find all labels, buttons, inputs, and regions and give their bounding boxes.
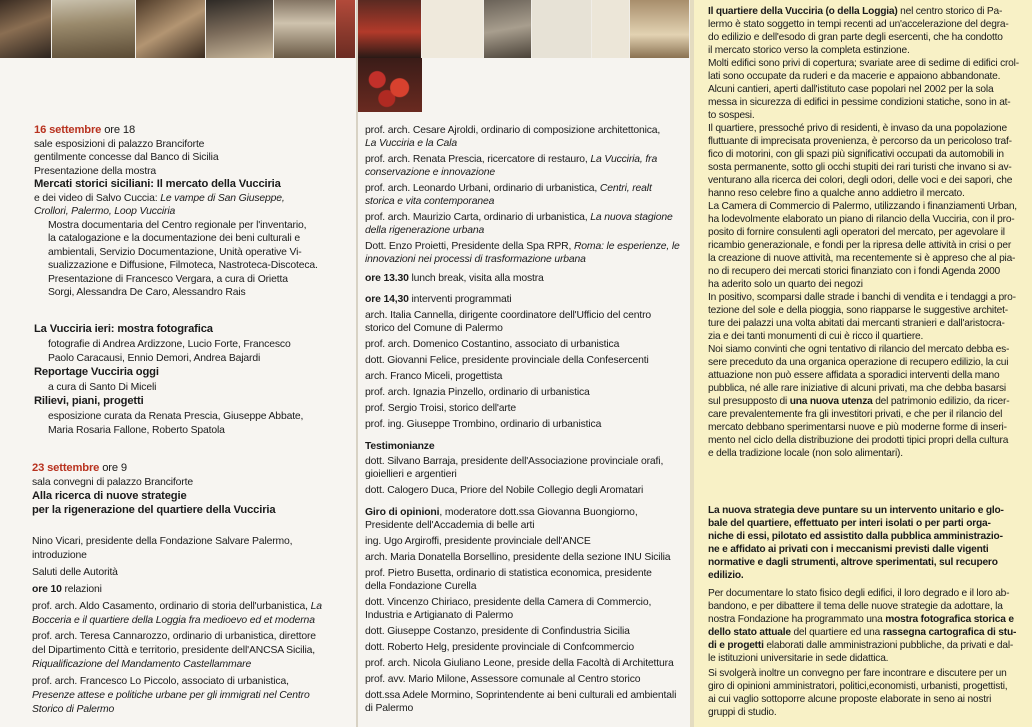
text-line: dott. Silvano Barraja, presidente dell'Associazione provinciale orafi, — [365, 456, 664, 467]
text-line: prof. avv. Mario Milone, Assessore comunale al Centro storico — [365, 674, 641, 685]
text-line: a cura di Santo Di Miceli — [48, 382, 157, 393]
text-line: Presentazione di Francesco Vergara, a cura di Orietta — [48, 274, 288, 285]
text-line: prof. ing. Giuseppe Trombino, ordinario di urbanistica — [365, 419, 602, 430]
text-line: Presentazione della mostra — [34, 166, 157, 177]
photo-fruit-stall — [358, 0, 422, 58]
text-line: Bocceria e il quartiere della Loggia fra medioevo ed et moderna — [32, 615, 315, 626]
text-line: La Camera di Commercio di Palermo, utilizzando i finanziamenti Urban, — [708, 201, 1017, 212]
text-line: prof. arch. Francesco Lo Piccolo, associato di urbanistica, — [32, 676, 289, 687]
text-line: prof. arch. Renata Prescia, ricercatore di restauro, La Vucciria, fra — [365, 154, 658, 165]
photo-strip-middle — [358, 0, 690, 58]
exhibition-title: Mercati storici siciliani: Il mercato della Vucciria — [34, 178, 281, 190]
text-line: Riqualificazione del Mandamento Castellammare — [32, 659, 252, 670]
text-line: prof. arch. Cesare Ajroldi, ordinario di composizione architettonica, — [365, 125, 661, 136]
strategy-text: normative e dagli strumenti, altrove sperimentati, sul recupero — [708, 557, 998, 568]
photo-building — [484, 0, 532, 58]
photo-strip-left — [0, 0, 356, 58]
text-line: pubblica, né alle rare iniziative di alcuni privati, ma che debba basarsi — [708, 383, 1006, 394]
drawing-arch — [422, 0, 484, 58]
text-line: innovazioni nei processi di trasformazione urbana — [365, 254, 586, 265]
photo-tomatoes — [358, 58, 422, 112]
text-line: e dei video di Salvo Cuccia: Le vampe di San Giuseppe, — [34, 193, 285, 204]
photo-street — [52, 0, 136, 58]
text-line: ha lodevolmente elaborato un piano di rilancio della Vucciria, con il pro- — [708, 214, 1015, 225]
photo-stall — [336, 0, 356, 58]
text-line: dott. Calogero Duca, Priore del Nobile Collegio degli Aromatari — [365, 485, 644, 496]
text-line: sul presupposto di una nuova utenza del patrimonio edilizio, da ricer- — [708, 396, 1010, 407]
text-line: fotografie di Andrea Ardizzone, Lucio Forte, Francesco — [48, 339, 291, 350]
text-line: di Palermo — [365, 703, 414, 714]
photo-market — [206, 0, 274, 58]
text-line: di e progetti elaborati dalle amministrazioni pubbliche, da privati e dal- — [708, 640, 1014, 651]
session-time: ore 14,30 interventi programmati — [365, 294, 512, 305]
text-line: conservazione e innovazione — [365, 167, 495, 178]
strategy-text: La nuova strategia deve puntare su un intervento unitario e glo- — [708, 505, 1004, 516]
text-line: nostra Fondazione ha programmato una mostra fotografica storica e — [708, 614, 1014, 625]
text-line: Presenze attese e politiche urbane per gli immigrati nel Centro — [32, 690, 310, 701]
session-time: ore 13.30 lunch break, visita alla mostra — [365, 273, 544, 284]
text-line: prof. Pietro Busetta, ordinario di statistica economica, presidente — [365, 568, 652, 579]
conference-title: per la rigenerazione del quartiere della Vucciria — [32, 504, 276, 516]
text-line: storico del Comune di Palermo — [365, 323, 503, 334]
strategy-text: ne e affidato ai privati con i meccanismi previsti dalle vigenti — [708, 544, 989, 555]
text-line: lati sono occupate da ruderi e da macerie e appaiono abbandonate. — [708, 71, 1001, 82]
text-line: ricambio generazionale, e fondi per la ripresa delle attività in crisi o per — [708, 240, 1012, 251]
text-line: tezione del sole e della pioggia, sono riapparse le suggestive architet- — [708, 305, 1008, 316]
text-line: Il quartiere della Vucciria (o della Loggia) nel centro storico di Pa- — [708, 6, 1003, 17]
text-line: prof. arch. Nicola Giuliano Leone, preside della Facoltà di Architettura — [365, 658, 674, 669]
text-line: Nino Vicari, presidente della Fondazione Salvare Palermo, — [32, 536, 293, 547]
text-line: prof. arch. Maurizio Carta, ordinario di urbanistica, La nuova stagione — [365, 212, 673, 223]
text-line: dott. Roberto Helg, presidente provinciale di Confcommercio — [365, 642, 634, 653]
text-line: Crollori, Palermo, Loop Vucciria — [34, 206, 176, 217]
text-line: gioiellieri e argentieri — [365, 469, 457, 480]
text-line: dott.ssa Adele Mormino, Soprintendente ai beni culturali ed ambientali — [365, 690, 677, 701]
strategy-text: niche di essi, pilotato ed assistito dalla pubblica amministrazio- — [708, 531, 1003, 542]
text-line: prof. arch. Teresa Cannarozzo, ordinario di urbanistica, direttore — [32, 631, 316, 642]
text-line: to sospesi. — [708, 110, 755, 121]
text-line: sere preceduto da una organica operazione di recupero edilizio, la cui — [708, 357, 1009, 368]
text-line: Mostra documentaria del Centro regionale per l'inventario, — [48, 220, 307, 231]
text-line: attuazione non può essere affidata a sporadici interventi della mano — [708, 370, 1000, 381]
text-line: dott. Giovanni Felice, presidente provinciale della Confesercenti — [365, 355, 649, 366]
text-line: ing. Ugo Argiroffi, presidente provinciale dell'ANCE — [365, 536, 591, 547]
program-panel-left — [0, 0, 356, 727]
text-line: Maria Rosaria Fallone, Roberto Spatola — [48, 425, 225, 436]
event-date-16: 16 settembre ore 18 — [34, 124, 136, 136]
text-line: giro di opinioni amministratori, politici,economisti, urbanisti, progettisti, — [708, 681, 1008, 692]
text-line: della rigenerazione urbana — [365, 225, 485, 236]
text-line: Il quartiere, pressoché privo di residenti, è invaso da una popolazione — [708, 123, 1007, 134]
event-date-23: 23 settembre ore 9 — [32, 462, 127, 474]
text-line: dott. Giuseppe Costanzo, presidente di Confindustria Sicilia — [365, 626, 630, 637]
section-heading: Reportage Vucciria oggi — [34, 366, 159, 378]
text-line: sosta permanente, sotto gli occhi stupiti dei rari turisti che invano si av- — [708, 162, 1012, 173]
text-line: mento nel ciclo della distribuzione dei prodotti tipici propri della cultura — [708, 435, 1009, 446]
text-line: sale esposizioni di palazzo Branciforte — [34, 139, 205, 150]
text-line: prof. arch. Ignazia Pinzello, ordinario di urbanistica — [365, 387, 590, 398]
text-line: care prevalentemente fra gli investitori privati, e che per il rilancio del — [708, 409, 1003, 420]
text-line: mercato debbano sperimentarsi nuove e più moderne forme di inseri- — [708, 422, 1007, 433]
text-line: prof. arch. Domenico Costantino, associato di urbanistica — [365, 339, 620, 350]
drawing-plan — [592, 0, 630, 58]
text-line: Alcuni cantieri, aperti dall'istituto case popolari nel 2002 per la sola — [708, 84, 994, 95]
text-line: Storico di Palermo — [32, 704, 115, 715]
section-heading: Giro di opinioni, moderatore dott.ssa Giovanna Buongiorno, — [365, 507, 638, 518]
text-line: Industria e Artigianato di Palermo — [365, 610, 513, 621]
text-line: lermo è stato soggetto in tempi recenti ad un'accelerazione del degra- — [708, 19, 1009, 30]
text-line: e della tradizione locale (non solo alimentari). — [708, 448, 903, 459]
text-line: ture dei palazzi una volta abitati dai mercanti stranieri e dall'aristocra- — [708, 318, 1005, 329]
text-line: la creazione di nuove attività, ma recentemente si è appreso che al pia- — [708, 253, 1016, 264]
text-line: prof. arch. Aldo Casamento, ordinario di storia dell'urbanistica, La — [32, 601, 322, 612]
text-line: fluttuante di imprecisata provenienza, è percorso da un pericoloso traf- — [708, 136, 1012, 147]
text-line: Per documentare lo stato fisico degli edifici, il loro degrado e il loro ab- — [708, 588, 1010, 599]
text-line: arch. Italia Cannella, dirigente coordinatore dell'Ufficio del centro — [365, 310, 652, 321]
conference-title: Alla ricerca di nuove strategie — [32, 490, 187, 502]
text-line: fico di motorini, con gli spazi più significativi occupati da automobili in — [708, 149, 1004, 160]
text-line: hanno reso celebre fino a qualche anno addietro il mercato. — [708, 188, 965, 199]
text-line: Saluti delle Autorità — [32, 567, 118, 578]
text-line: gentilmente concesse dal Banco di Sicilia — [34, 152, 219, 163]
strategy-text: bale del quartiere, effettuato per interi isolati o per parti orga- — [708, 518, 991, 529]
text-line: In positivo, scomparsi dalle strade i banchi di vendita e i tendaggi a pro- — [708, 292, 1016, 303]
drawing-facade — [532, 0, 592, 58]
text-line: sala convegni di palazzo Branciforte — [32, 477, 193, 488]
text-line: Sorgi, Alessandra De Caro, Alessandro Rais — [48, 287, 246, 298]
text-line: bandono, e per dibattere il tema delle nuove strategie da adottare, la — [708, 601, 1003, 612]
text-line: storica e vita contemporanea — [365, 196, 495, 207]
text-line: ha aderito solo un quarto dei negozi — [708, 279, 863, 290]
text-line: zia e dei tanti monumenti di cui è ricco il quartiere. — [708, 331, 924, 342]
session-time: ore 10 relazioni — [32, 584, 102, 595]
text-line: Molti edifici sono privi di copertura; svariate aree di sedime di edifici crol- — [708, 58, 1019, 69]
text-line: gruppi di studio. — [708, 707, 777, 718]
photo-fountain — [630, 0, 690, 58]
photo-shrine — [0, 0, 52, 58]
text-line: prof. Sergio Troisi, storico dell'arte — [365, 403, 517, 414]
text-line: arch. Maria Donatella Borsellino, presidente della sezione INU Sicilia — [365, 552, 671, 563]
text-line: prof. arch. Leonardo Urbani, ordinario di urbanistica, Centri, realt — [365, 183, 652, 194]
text-line: no di recupero dei mercati storici finanziato con i fondi Agenda 2000 — [708, 266, 1001, 277]
text-line: posito di fornire consulenti agli operatori del mercato, per agevolare il — [708, 227, 1005, 238]
text-line: le istituzioni universitarie in sede didattica. — [708, 653, 889, 664]
intro-panel-right — [694, 0, 1032, 727]
text-line: venturano alla ricerca dei colori, degli odori, delle voci e dei sapori, che — [708, 175, 1013, 186]
strategy-text: edilizio. — [708, 570, 744, 581]
text-line: dott. Vincenzo Chiriaco, presidente della Camera di Commercio, — [365, 597, 652, 608]
text-line: Noi siamo convinti che ogni tentativo di rilancio del mercato debba es- — [708, 344, 1010, 355]
section-heading: Rilievi, piani, progetti — [34, 395, 144, 407]
text-line: Presidente dell'Accademia di belle arti — [365, 520, 535, 531]
text-line: sualizzazione e Diffusione, Filmoteca, Nastroteca-Discoteca. — [48, 260, 318, 271]
text-line: la catalogazione e la documentazione dei beni culturali e — [48, 233, 300, 244]
text-line: esposizione curata da Renata Prescia, Giuseppe Abbate, — [48, 411, 304, 422]
text-line: dello stato attuale del quartiere ed una rassegna cartografica di stu- — [708, 627, 1017, 638]
text-line: arch. Franco Miceli, progettista — [365, 371, 503, 382]
text-line: do edilizio e dell'esodo di gran parte degli esercenti, che ha condotto — [708, 32, 1003, 43]
text-line: messa in sicurezza di edifici in pessime condizioni statiche, sono in at- — [708, 97, 1011, 108]
section-heading: Testimonianze — [365, 441, 435, 452]
program-panel-middle — [358, 0, 690, 727]
section-heading: La Vucciria ieri: mostra fotografica — [34, 323, 213, 335]
photo-arch — [136, 0, 206, 58]
text-line: Dott. Enzo Proietti, Presidente della Spa RPR, Roma: le esperienze, le — [365, 241, 680, 252]
text-line: del Dipartimento Città e territorio, presidente dell'ANCSA Sicilia, — [32, 645, 315, 656]
text-line: il mercato storico verso la completa estinzione. — [708, 45, 910, 56]
text-line: introduzione — [32, 550, 87, 561]
text-line: ai cui vaglio sottoporre alcune proposte elaborate in seno ai nostri — [708, 694, 992, 705]
text-line: Paolo Caracausi, Ennio Demori, Andrea Bajardi — [48, 353, 261, 364]
text-line: ambientali, Servizio Documentazione, Unità operative Vi- — [48, 247, 302, 258]
text-line: La Vucciria e la Cala — [365, 138, 457, 149]
text-line: Si svolgerà inoltre un convegno per fare incontrare e discutere per un — [708, 668, 1007, 679]
text-line: della Fondazione Curella — [365, 581, 477, 592]
photo-alley — [274, 0, 336, 58]
